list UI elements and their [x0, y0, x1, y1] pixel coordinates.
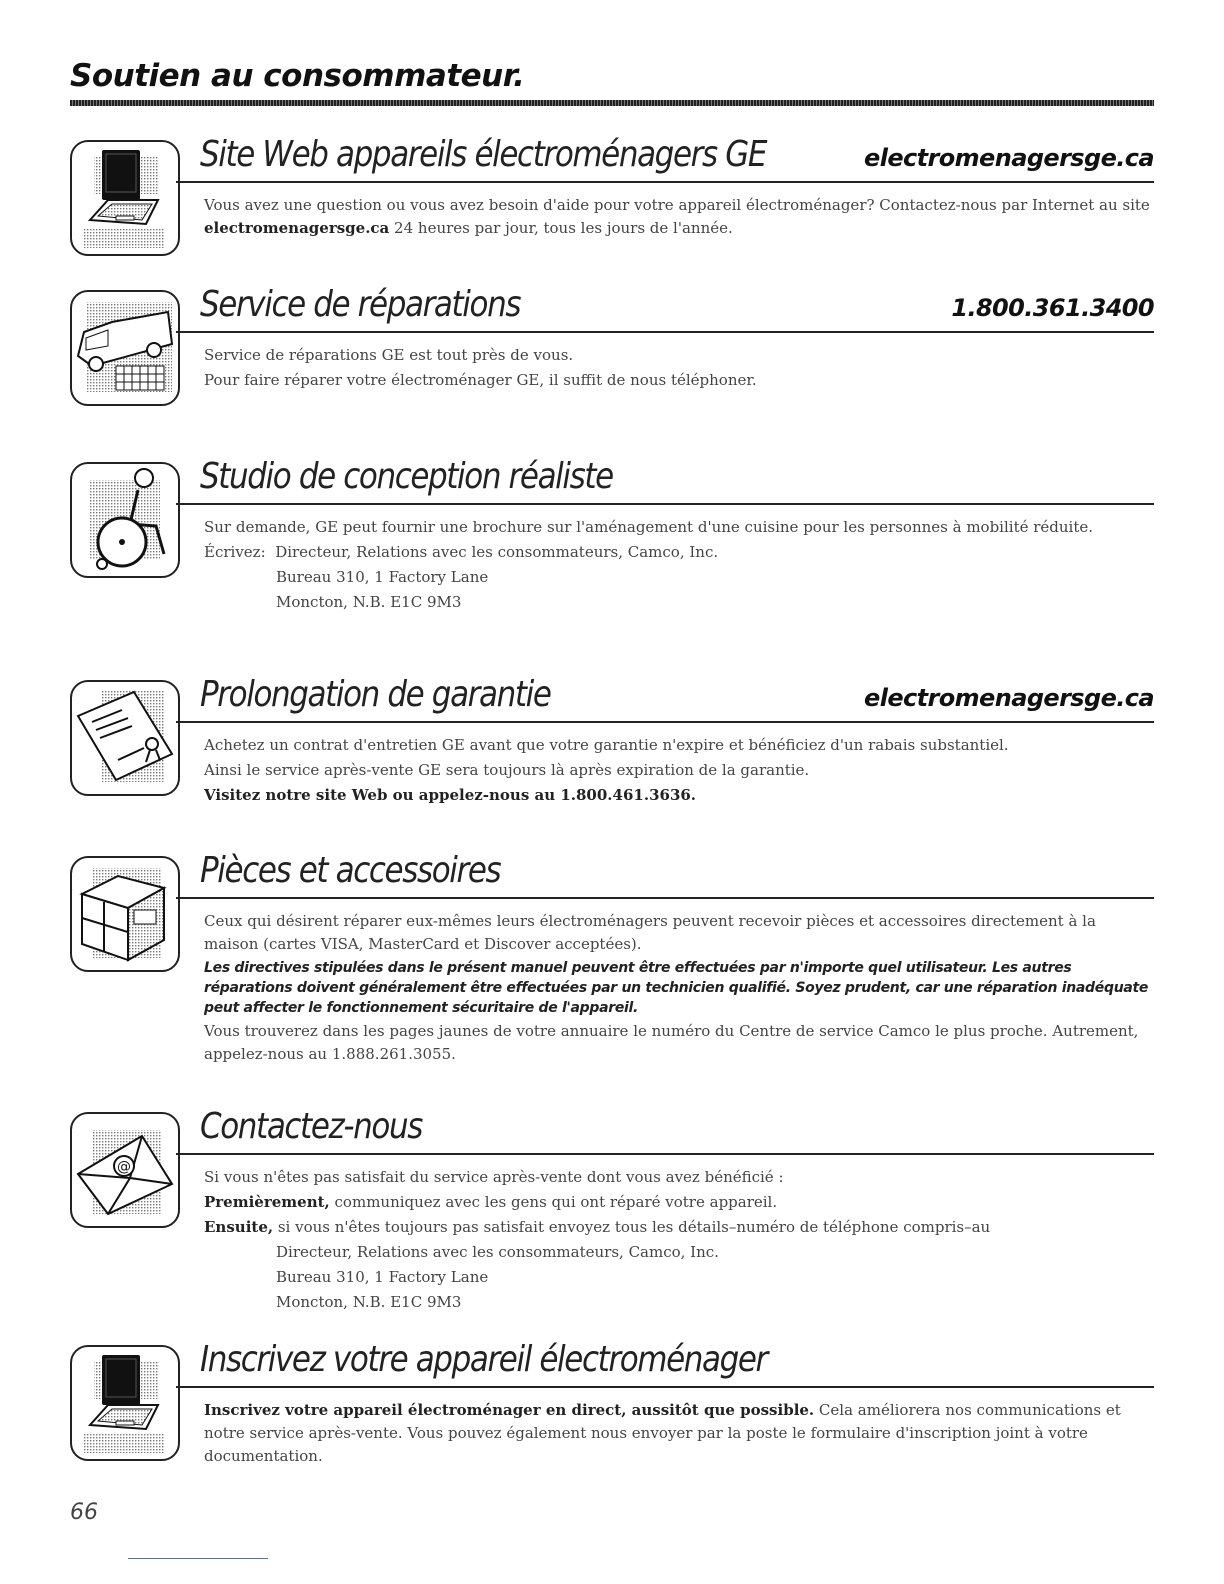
- section-title: Pièces et accessoires: [200, 850, 501, 891]
- section-body: [204, 194, 1154, 242]
- address-line: Moncton, N.B. E1C 9M3: [276, 593, 462, 611]
- section-title: Service de réparations: [200, 284, 521, 325]
- wheelchair-icon: [70, 462, 180, 578]
- laptop-icon: [70, 1345, 180, 1461]
- body-text: Si vous n'êtes pas satisfait du service après-vente dont vous avez bénéficié :: [204, 1168, 784, 1186]
- body-text: si vous n'êtes toujours pas satisfait envoyez tous les détails–numéro de téléphone compris–au: [273, 1218, 991, 1236]
- section-body: [204, 910, 1154, 1068]
- section-title: Site Web appareils électroménagers GE: [200, 134, 767, 175]
- heading-rule: [176, 331, 1154, 333]
- next-label: Ensuite,: [204, 1218, 274, 1236]
- website-link[interactable]: electromenagersge.ca: [864, 144, 1154, 172]
- footnote-rule: [128, 1558, 268, 1559]
- warranty-contact-text: Visitez notre site Web ou appelez-nous au 1.800.461.3636.: [204, 786, 697, 804]
- address-line: Directeur, Relations avec les consommateurs, Camco, Inc.: [275, 543, 719, 561]
- section-title: Studio de conception réaliste: [200, 456, 613, 497]
- section-body: [204, 516, 1154, 616]
- section-body: [204, 1399, 1154, 1470]
- heading-rule: [176, 181, 1154, 183]
- laptop-icon: [70, 140, 180, 256]
- svg-text:@: @: [117, 1159, 131, 1175]
- repair-phone[interactable]: 1.800.361.3400: [951, 294, 1154, 322]
- register-bold-text: Inscrivez votre appareil électroménager en direct, aussitôt que possible.: [204, 1401, 815, 1419]
- title-rule: [70, 100, 1154, 106]
- heading-rule: [176, 503, 1154, 505]
- heading-rule: [176, 897, 1154, 899]
- section-title: Prolongation de garantie: [200, 674, 551, 715]
- heading-rule: [176, 1386, 1154, 1388]
- section-title: Inscrivez votre appareil électroménager: [200, 1339, 767, 1380]
- page-number: 66: [70, 1500, 98, 1525]
- page-title: Soutien au consommateur.: [70, 58, 525, 94]
- address-line: Moncton, N.B. E1C 9M3: [276, 1293, 462, 1311]
- body-text: Vous trouverez dans les pages jaunes de votre annuaire le numéro du Centre de service Camco le plus proche. Autrement, appelez-nous au 1.888.261.3055.: [204, 1022, 1139, 1063]
- envelope-at-icon: [70, 1112, 180, 1228]
- body-text: Ainsi le service après-vente GE sera toujours là après expiration de la garantie.: [204, 761, 810, 779]
- section-title: Contactez-nous: [200, 1106, 422, 1147]
- body-text: 24 heures par jour, tous les jours de l'année.: [389, 219, 733, 237]
- website-link-inline[interactable]: electromenagersge.ca: [204, 219, 390, 237]
- address-line: Bureau 310, 1 Factory Lane: [276, 1268, 489, 1286]
- section-body: [204, 1166, 1154, 1316]
- body-text: Ceux qui désirent réparer eux-mêmes leurs électroménagers peuvent recevoir pièces et accessoires directement à la maison (cartes VISA, MasterCard et Discover acceptées).: [204, 912, 1096, 953]
- body-text: Service de réparations GE est tout près de vous.: [204, 346, 574, 364]
- warranty-link[interactable]: electromenagersge.ca: [864, 684, 1154, 712]
- contract-document-icon: [70, 680, 180, 796]
- write-label: Écrivez:: [204, 543, 266, 561]
- body-text: Achetez un contrat d'entretien GE avant que votre garantie n'expire et bénéficiez d'un rabais substantiel.: [204, 736, 1009, 754]
- body-text: Vous avez une question ou vous avez besoin d'aide pour votre appareil électroménager? Contactez-nous par Internet au site: [204, 196, 1150, 214]
- section-body: [204, 734, 1154, 809]
- address-line: Directeur, Relations avec les consommateurs, Camco, Inc.: [276, 1243, 719, 1261]
- heading-rule: [176, 1153, 1154, 1155]
- safety-warning: Les directives stipulées dans le présent manuel peuvent être effectuées par n'importe quel utilisateur. Les autres réparations doivent généralement être effectuées par un technicien qualifié. Soyez prudent, car une réparation inadéquate peut affecter le fonctionnement sécuritaire de l'appareil.: [204, 960, 1149, 1016]
- body-text: communiquez avec les gens qui ont réparé votre appareil.: [329, 1193, 778, 1211]
- parts-box-icon: [70, 856, 180, 972]
- heading-rule: [176, 721, 1154, 723]
- body-text: Sur demande, GE peut fournir une brochure sur l'aménagement d'une cuisine pour les personnes à mobilité réduite.: [204, 518, 1094, 536]
- body-text: Cela améliorera nos communications et notre service après-vente. Vous pouvez également nous envoyer par la poste le formulaire d'inscription joint à votre documentation.: [204, 1401, 1121, 1465]
- body-text: Pour faire réparer votre électroménager GE, il suffit de nous téléphoner.: [204, 371, 757, 389]
- address-line: Bureau 310, 1 Factory Lane: [276, 568, 489, 586]
- first-label: Premièrement,: [204, 1193, 330, 1211]
- service-van-icon: [70, 290, 180, 406]
- section-body: [204, 344, 1154, 394]
